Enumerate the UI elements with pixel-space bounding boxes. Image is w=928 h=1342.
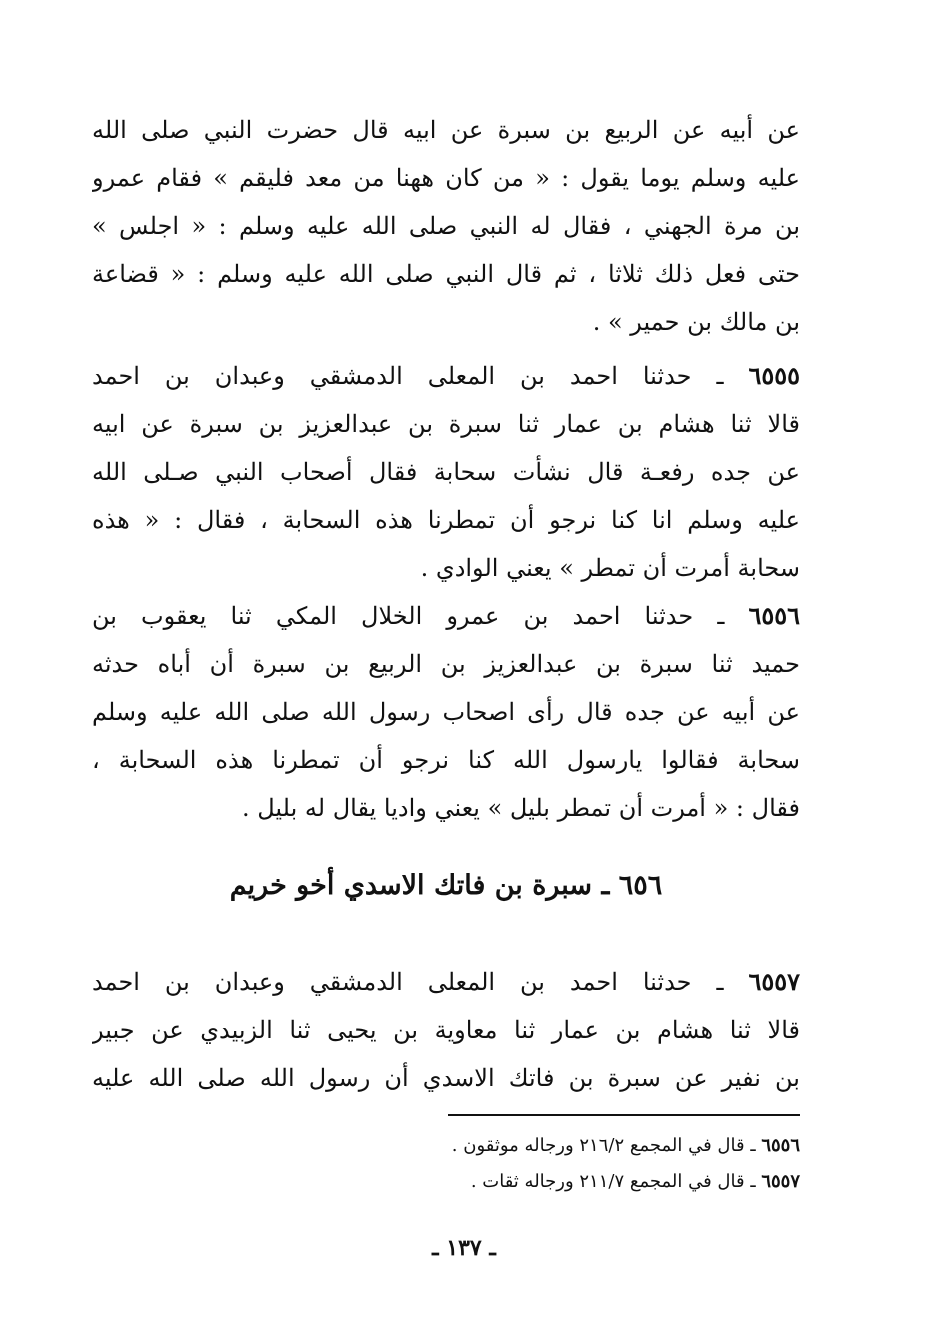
dash: ـ — [489, 1235, 496, 1261]
text-line: عن أبيه عن الربيع بن سبرة عن ابيه قال حضرت النبي صلى الله — [92, 116, 800, 144]
section-heading — [92, 862, 800, 910]
footnotes — [300, 1128, 800, 1200]
text-line-first — [92, 352, 800, 400]
text-line-first — [92, 592, 800, 640]
heading-number: ٦٥٦ — [618, 870, 663, 901]
text-line: حدثنا احمد بن المعلى الدمشقي وعبدان بن احمد — [92, 362, 692, 390]
dash: ـ — [716, 968, 724, 996]
text-line: فقال : « أمرت أن تمطر بليل » يعني واديا يقال له بليل . — [241, 794, 800, 822]
text-line: حدثنا احمد بن المعلى الدمشقي وعبدان بن احمد — [92, 968, 692, 996]
hadith-number: ٦٥٥٧ — [748, 967, 800, 996]
footnote-number: ٦٥٥٦ — [761, 1135, 800, 1156]
footnote — [300, 1128, 800, 1164]
text-line: عليه وسلم يوما يقول : « من كان ههنا من معد فليقم » فقام عمرو — [92, 164, 800, 192]
text-line-first — [92, 958, 800, 1006]
page-number-value: ١٣٧ — [446, 1235, 482, 1261]
footnote-separator — [448, 1114, 800, 1116]
text-line: عن جده رفعـة قال نشأت سحابة فقال أصحاب النبي صـلى الله — [92, 458, 800, 486]
paragraph-continuation — [92, 106, 800, 346]
dash: ـ — [750, 1135, 756, 1156]
footnote-text: قال في المجمع ٢١٦/٢ ورجاله موثقون . — [451, 1135, 745, 1156]
text-line: بن نفير عن سبرة بن فاتك الاسدي أن رسول الله صلى الله عليه — [92, 1064, 800, 1092]
footnote-number: ٦٥٥٧ — [761, 1171, 800, 1192]
heading-text: سبرة بن فاتك الاسدي أخو خريم — [229, 870, 593, 901]
text-line: قالا ثنا هشام بن عمار ثنا معاوية بن يحيى ثنا الزبيدي عن جبير — [92, 1016, 800, 1044]
hadith-6555 — [92, 352, 800, 592]
dash: ـ — [432, 1235, 439, 1261]
text-line: سحابة فقالوا يارسول الله كنا نرجو أن تمطرنا هذه السحابة ، — [92, 746, 800, 774]
text-line: بن مالك بن حمير » . — [592, 308, 800, 336]
hadith-6556 — [92, 592, 800, 832]
text-line: سحابة أمرت أن تمطر » يعني الوادي . — [420, 554, 800, 582]
footnote-text: قال في المجمع ٢١١/٧ ورجاله ثقات . — [470, 1171, 745, 1192]
hadith-number: ٦٥٥٥ — [748, 361, 800, 390]
text-line: عن أبيه عن جده قال رأى اصحاب رسول الله صلى الله عليه وسلم — [92, 698, 800, 726]
dash: ـ — [601, 870, 610, 901]
dash: ـ — [716, 362, 724, 390]
text-line: حتى فعل ذلك ثلاثا ، ثم قال النبي صلى الله عليه وسلم : « قضاعة — [92, 260, 800, 288]
dash: ـ — [717, 602, 725, 630]
page-number — [0, 1228, 928, 1268]
dash: ـ — [750, 1171, 756, 1192]
footnote — [300, 1164, 800, 1200]
text-line: عليه وسلم انا كنا نرجو أن تمطرنا هذه السحابة ، فقال : « هذه — [92, 506, 800, 534]
text-line: بن مرة الجهني ، فقال له النبي صلى الله عليه وسلم : « اجلس » — [92, 212, 800, 240]
hadith-6557 — [92, 958, 800, 1102]
hadith-number: ٦٥٥٦ — [748, 601, 800, 630]
text-line: حميد ثنا سبرة بن عبدالعزيز بن الربيع بن سبرة أن أباه حدثه — [92, 650, 800, 678]
text-line: قالا ثنا هشام بن عمار ثنا سبرة بن عبدالعزيز بن سبرة عن ابيه — [92, 410, 800, 438]
text-line: حدثنا احمد بن عمرو الخلال المكي ثنا يعقوب بن — [92, 602, 694, 630]
